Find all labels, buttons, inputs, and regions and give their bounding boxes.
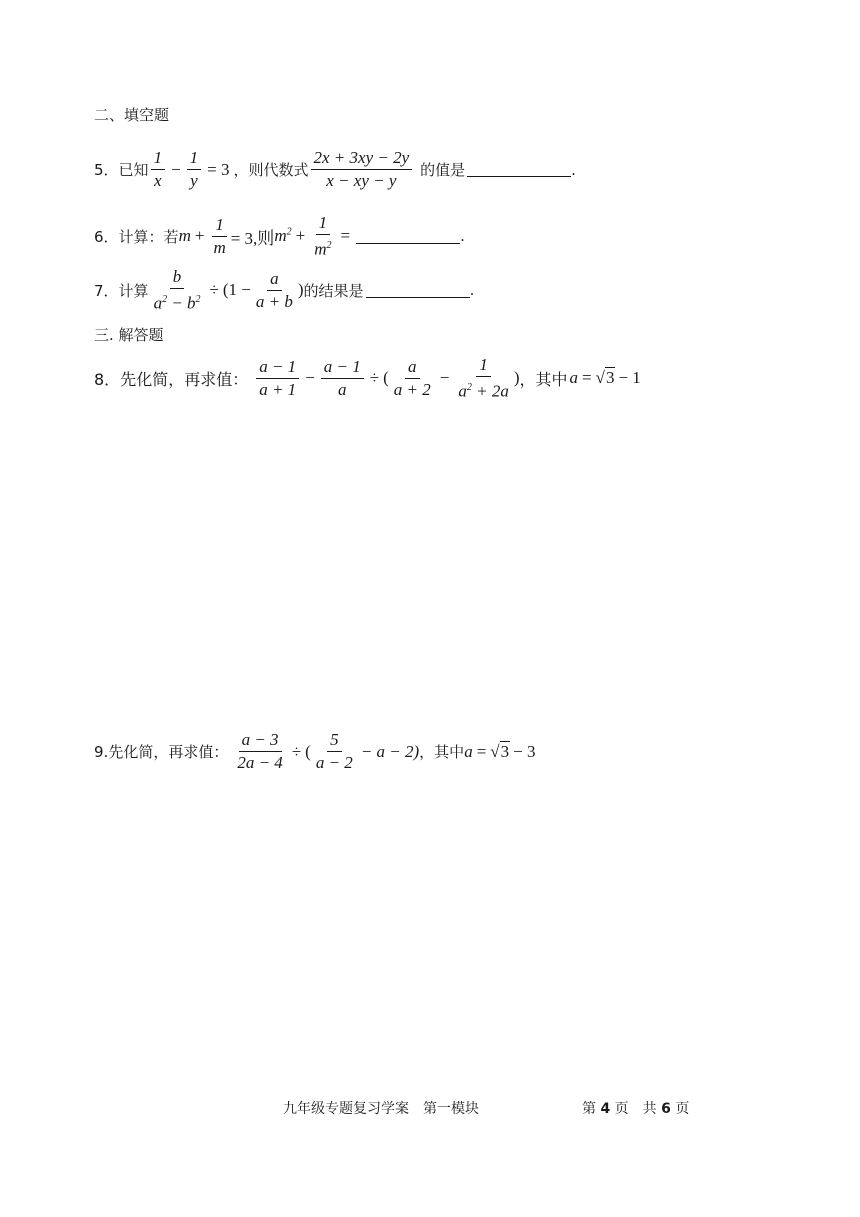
fraction-a-minus-1-over-a-plus-1 xyxy=(256,356,299,401)
denominator: 2a − 4 xyxy=(237,753,283,772)
section-solve-heading xyxy=(94,324,164,345)
exponent: 2 xyxy=(195,294,201,305)
question-7 xyxy=(94,266,474,315)
fraction-a-minus-3-over-2a-minus-4 xyxy=(234,729,285,774)
paren-open: ( xyxy=(383,368,389,388)
square-root: √3 xyxy=(595,368,615,388)
question-text: 已知 xyxy=(118,161,149,179)
question-text: 计算：若 xyxy=(118,227,179,246)
variable-a: a xyxy=(153,293,163,313)
footer-title-text: 九年级专题复习学案 第一模块 xyxy=(283,1101,479,1117)
paren-close: ) xyxy=(297,280,304,300)
division-sign: ÷ xyxy=(291,741,302,761)
plus-sign: + xyxy=(194,226,205,246)
numerator: 1 xyxy=(316,212,331,235)
equation-result: = 3 xyxy=(207,159,230,179)
answer-blank[interactable] xyxy=(467,162,571,177)
exponent: 2 xyxy=(162,294,168,305)
section-fill-blank-heading xyxy=(94,104,169,125)
fraction-a-over-a-plus-2 xyxy=(391,356,434,401)
division-sign: ÷ xyxy=(369,368,380,388)
numerator: 5 xyxy=(327,729,342,752)
question-text: 先化简，再求值： xyxy=(108,743,229,761)
minus-sign: − xyxy=(305,368,315,388)
period: . xyxy=(469,281,475,300)
denominator: a + 2 xyxy=(393,379,431,399)
paren-open: (1 − xyxy=(222,280,251,300)
fraction-a-minus-1-over-a xyxy=(321,356,364,401)
division-sign: ÷ xyxy=(209,280,219,300)
denominator: a + 1 xyxy=(259,379,297,399)
numerator: 2x + 3xy − 2y xyxy=(311,147,413,170)
numerator: a xyxy=(267,268,282,291)
numerator: a − 3 xyxy=(239,729,282,752)
variable-a: a xyxy=(569,368,579,388)
exponent: 2 xyxy=(466,382,472,393)
square-root: √3 xyxy=(490,741,510,761)
period: . xyxy=(460,227,465,246)
current-page: 4 xyxy=(600,1101,611,1117)
denominator: y xyxy=(190,171,198,190)
exponent: 2 xyxy=(286,226,292,238)
expression-tail: − a − 2) xyxy=(360,741,420,761)
total-pages: 6 xyxy=(661,1101,671,1117)
fraction-1-over-a2-plus-2a xyxy=(455,354,511,403)
question-text: ，其中 xyxy=(419,743,465,761)
fraction-a-over-a-plus-b xyxy=(253,268,296,313)
footer-page-number xyxy=(582,1098,689,1118)
question-number: 9. xyxy=(94,742,109,761)
radicand: 3 xyxy=(500,741,510,761)
page-label: 页 xyxy=(675,1101,690,1117)
exponent: 2 xyxy=(326,240,332,251)
question-9 xyxy=(94,729,535,774)
equals-sign: = xyxy=(340,226,351,246)
denominator: a − 2 xyxy=(315,753,353,772)
denominator: x − xy − y xyxy=(326,171,397,190)
paren-close: ) xyxy=(513,368,520,388)
numerator: a − 1 xyxy=(256,356,299,379)
page-label: 页 共 xyxy=(614,1101,657,1117)
answer-blank[interactable] xyxy=(366,283,470,298)
fraction-b-over-a2-minus-b2: $\frac{b}{a^2 - b^2}$ xyxy=(153,267,201,313)
paren-open: ( xyxy=(305,741,311,761)
question-text: ，则代数式 xyxy=(233,161,309,179)
question-5 xyxy=(94,147,576,192)
section-title: 三. 解答题 xyxy=(94,326,164,344)
numerator: 1 xyxy=(212,214,227,237)
constant-term: − 3 xyxy=(513,741,536,761)
question-number: 7． xyxy=(94,281,119,300)
condition-text: = 3,则 xyxy=(230,228,275,248)
fraction-1-over-x xyxy=(151,147,166,192)
question-6 xyxy=(94,212,465,261)
question-number: 5． xyxy=(94,161,119,179)
minus-sign: − xyxy=(171,159,181,179)
question-text: 的值是 xyxy=(420,161,466,179)
algebraic-expression-fraction xyxy=(311,147,413,192)
section-title: 二、填空题 xyxy=(94,106,170,124)
question-text: 计算 xyxy=(118,281,149,300)
page-label: 第 xyxy=(582,1101,596,1117)
denominator: a xyxy=(338,379,347,399)
equals-sign: = xyxy=(582,368,592,388)
question-text: 先化简，再求值： xyxy=(120,369,249,389)
footer-title xyxy=(283,1098,479,1118)
denominator: m xyxy=(314,239,327,259)
fraction-1-over-m xyxy=(210,214,228,259)
variable-m: m xyxy=(274,226,287,246)
m-squared xyxy=(274,226,291,246)
numerator: 1 xyxy=(187,147,202,170)
equals-sign: = xyxy=(476,741,487,761)
question-number: 8． xyxy=(94,369,121,389)
question-8 xyxy=(94,354,641,403)
denominator: x xyxy=(154,171,162,190)
answer-blank[interactable] xyxy=(356,229,460,244)
fraction-1-over-m-squared xyxy=(311,212,334,261)
numerator: a − 1 xyxy=(321,356,364,379)
question-text: 的结果是 xyxy=(303,281,364,300)
radicand: 3 xyxy=(605,368,615,388)
question-text: ，其中 xyxy=(519,369,568,389)
minus-sign: − xyxy=(439,368,450,388)
variable-a: a xyxy=(458,381,467,401)
constant-term: − 1 xyxy=(618,368,641,388)
fraction-1-over-y xyxy=(187,147,202,192)
variable-b: b xyxy=(187,293,196,313)
numerator: 1 xyxy=(476,354,491,377)
fraction-5-over-a-minus-2 xyxy=(313,729,356,774)
numerator: a xyxy=(405,356,420,379)
denominator-rest: + 2a xyxy=(471,381,509,401)
numerator: 1 xyxy=(151,147,166,170)
numerator: b xyxy=(170,266,185,289)
question-number: 6． xyxy=(94,227,119,246)
denominator: m xyxy=(213,237,226,257)
variable-a: a xyxy=(464,741,473,761)
period: . xyxy=(571,160,576,179)
plus-sign: + xyxy=(295,226,306,246)
denominator: a + b xyxy=(255,291,293,311)
variable-m: m xyxy=(178,226,191,246)
